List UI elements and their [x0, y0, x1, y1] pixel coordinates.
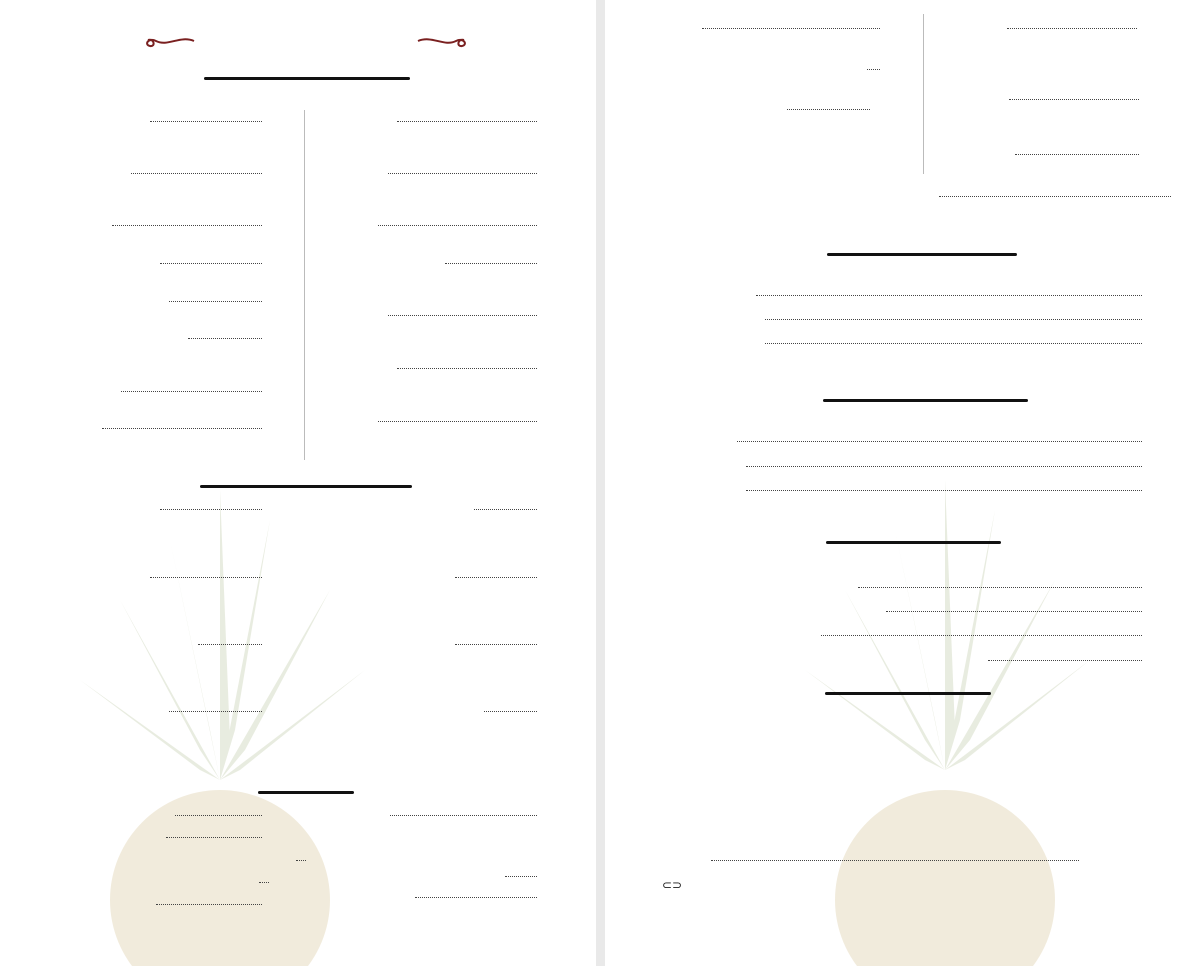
- leader-dots: [765, 319, 1142, 320]
- heading-underline: [827, 253, 1017, 256]
- leader-dots: [198, 644, 262, 645]
- leader-dots: [505, 876, 537, 877]
- leader-dots: [169, 301, 262, 302]
- leader-dots: [445, 263, 537, 264]
- left-flourish: [140, 32, 196, 50]
- leader-dots: [390, 815, 537, 816]
- leader-dots: [702, 28, 880, 29]
- leader-dots: [121, 391, 262, 392]
- menu-page-right: [605, 0, 1200, 966]
- leader-dots: [988, 660, 1142, 661]
- leader-dots: [169, 711, 262, 712]
- heading-underline: [200, 485, 412, 488]
- leader-dots: [765, 343, 1142, 344]
- leader-dots: [397, 368, 537, 369]
- leader-dots: [756, 295, 1142, 296]
- leader-dots: [388, 315, 537, 316]
- menu-page-left: [0, 0, 596, 966]
- leader-dots: [166, 837, 262, 838]
- leader-dots: [1007, 28, 1137, 29]
- leader-dots: [484, 711, 537, 712]
- leader-dots: [711, 860, 1079, 861]
- leader-dots: [858, 587, 1142, 588]
- leader-dots: [388, 173, 537, 174]
- leader-dots: [131, 173, 262, 174]
- leader-dots: [415, 897, 537, 898]
- column-divider: [304, 110, 305, 460]
- leader-dots: [188, 338, 262, 339]
- leader-dots: [455, 577, 537, 578]
- heading-underline: [258, 791, 354, 794]
- leader-dots: [737, 441, 1142, 442]
- leader-dots: [112, 225, 262, 226]
- leader-dots: [939, 196, 1171, 197]
- bread-icon: ⊂⊃: [662, 878, 683, 892]
- leader-dots: [378, 421, 537, 422]
- leader-dots: [160, 509, 262, 510]
- leader-dots: [156, 904, 262, 905]
- leader-dots: [160, 263, 262, 264]
- leader-dots: [259, 882, 269, 883]
- leader-dots: [150, 577, 262, 578]
- heading-underline: [204, 77, 410, 80]
- leader-dots: [867, 69, 880, 70]
- leader-dots: [886, 611, 1142, 612]
- leader-dots: [746, 490, 1142, 491]
- right-flourish: [416, 32, 472, 50]
- column-divider: [923, 14, 924, 174]
- pineapple-watermark: [785, 470, 1105, 966]
- leader-dots: [787, 109, 870, 110]
- leader-dots: [1009, 99, 1139, 100]
- heading-underline: [826, 541, 1001, 544]
- leader-dots: [821, 635, 1142, 636]
- leader-dots: [455, 644, 537, 645]
- leader-dots: [378, 225, 537, 226]
- leader-dots: [102, 428, 262, 429]
- heading-underline: [825, 692, 991, 695]
- leader-dots: [397, 121, 537, 122]
- leader-dots: [746, 466, 1142, 467]
- leader-dots: [150, 121, 262, 122]
- leader-dots: [175, 815, 262, 816]
- leader-dots: [474, 509, 537, 510]
- pineapple-watermark: [60, 480, 380, 966]
- leader-dots: [296, 860, 306, 861]
- heading-underline: [823, 399, 1028, 402]
- leader-dots: [1015, 154, 1139, 155]
